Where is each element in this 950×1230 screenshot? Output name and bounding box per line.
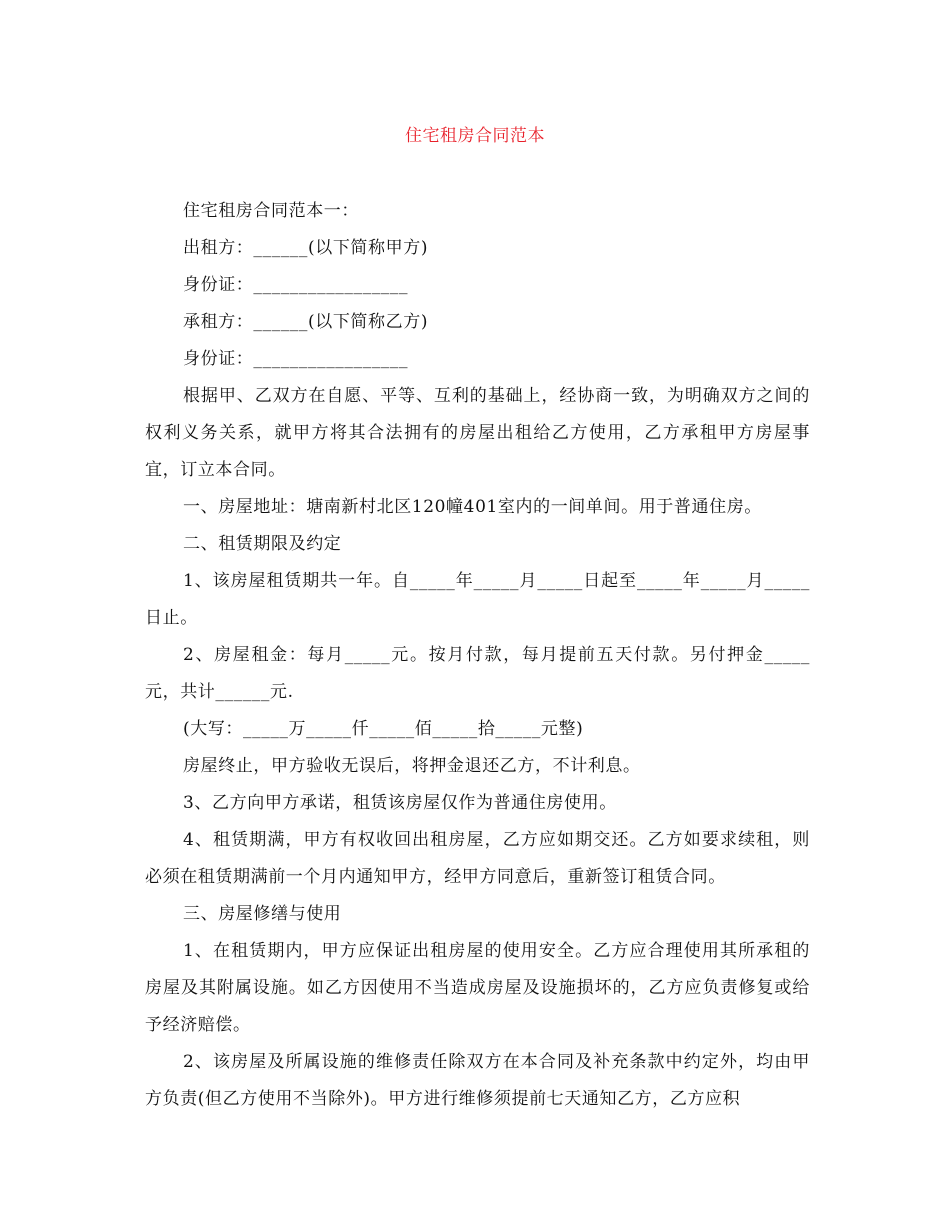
paragraph-rent: 2、房屋租金：每月_____元。按月付款，每月提前五天付款。另付押金_____元，共计______元. [145,645,810,702]
paragraph-deposit-return: 房屋终止，甲方验收无误后，将押金退还乙方，不计利息。 [183,756,641,776]
section-heading-repair: 三、房屋修缮与使用 [183,904,342,924]
paragraph-lessee: 承租方：______(以下简称乙方) [183,312,429,332]
paragraph-safety: 1、在租赁期内，甲方应保证出租房屋的使用安全。乙方应合理使用其所承租的房屋及其附属设施。如乙方因使用不当造成房屋及设施损坏的，乙方应负责修复或给予经济赔偿。 [145,941,810,1035]
paragraph-term: 1、该房屋租赁期共一年。自_____年_____月_____日起至_____年_____月_____日止。 [145,571,810,628]
document-body [145,193,810,1118]
section-heading-term: 二、租赁期限及约定 [183,534,342,554]
paragraph-usage-promise: 3、乙方向甲方承诺，租赁该房屋仅作为普通住房使用。 [183,793,617,813]
document-title: 住宅租房合同范本 [405,126,545,146]
paragraph-maintenance: 2、该房屋及所属设施的维修责任除双方在本合同及补充条款中约定外，均由甲方负责(但乙方使用不当除外)。甲方进行维修须提前七天通知乙方，乙方应积 [145,1052,810,1109]
paragraph-preamble: 根据甲、乙双方在自愿、平等、互利的基础上，经协商一致，为明确双方之间的权利义务关系，就甲方将其合法拥有的房屋出租给乙方使用，乙方承租甲方房屋事宜，订立本合同。 [145,386,810,480]
paragraph-renewal: 4、租赁期满，甲方有权收回出租房屋，乙方应如期交还。乙方如要求续租，则必须在租赁期满前一个月内通知甲方，经甲方同意后，重新签订租赁合同。 [145,830,810,887]
paragraph-lessee-id: 身份证：_________________ [183,349,409,369]
paragraph-lessor: 出租方：______(以下简称甲方) [183,238,429,258]
paragraph-address: 一、房屋地址：塘南新村北区120幢401室内的一间单间。用于普通住房。 [183,497,762,517]
paragraph-contract-heading: 住宅租房合同范本一： [183,201,359,221]
paragraph-lessor-id: 身份证：_________________ [183,275,409,295]
paragraph-rent-uppercase: (大写：_____万_____仟_____佰_____拾_____元整) [183,719,584,739]
